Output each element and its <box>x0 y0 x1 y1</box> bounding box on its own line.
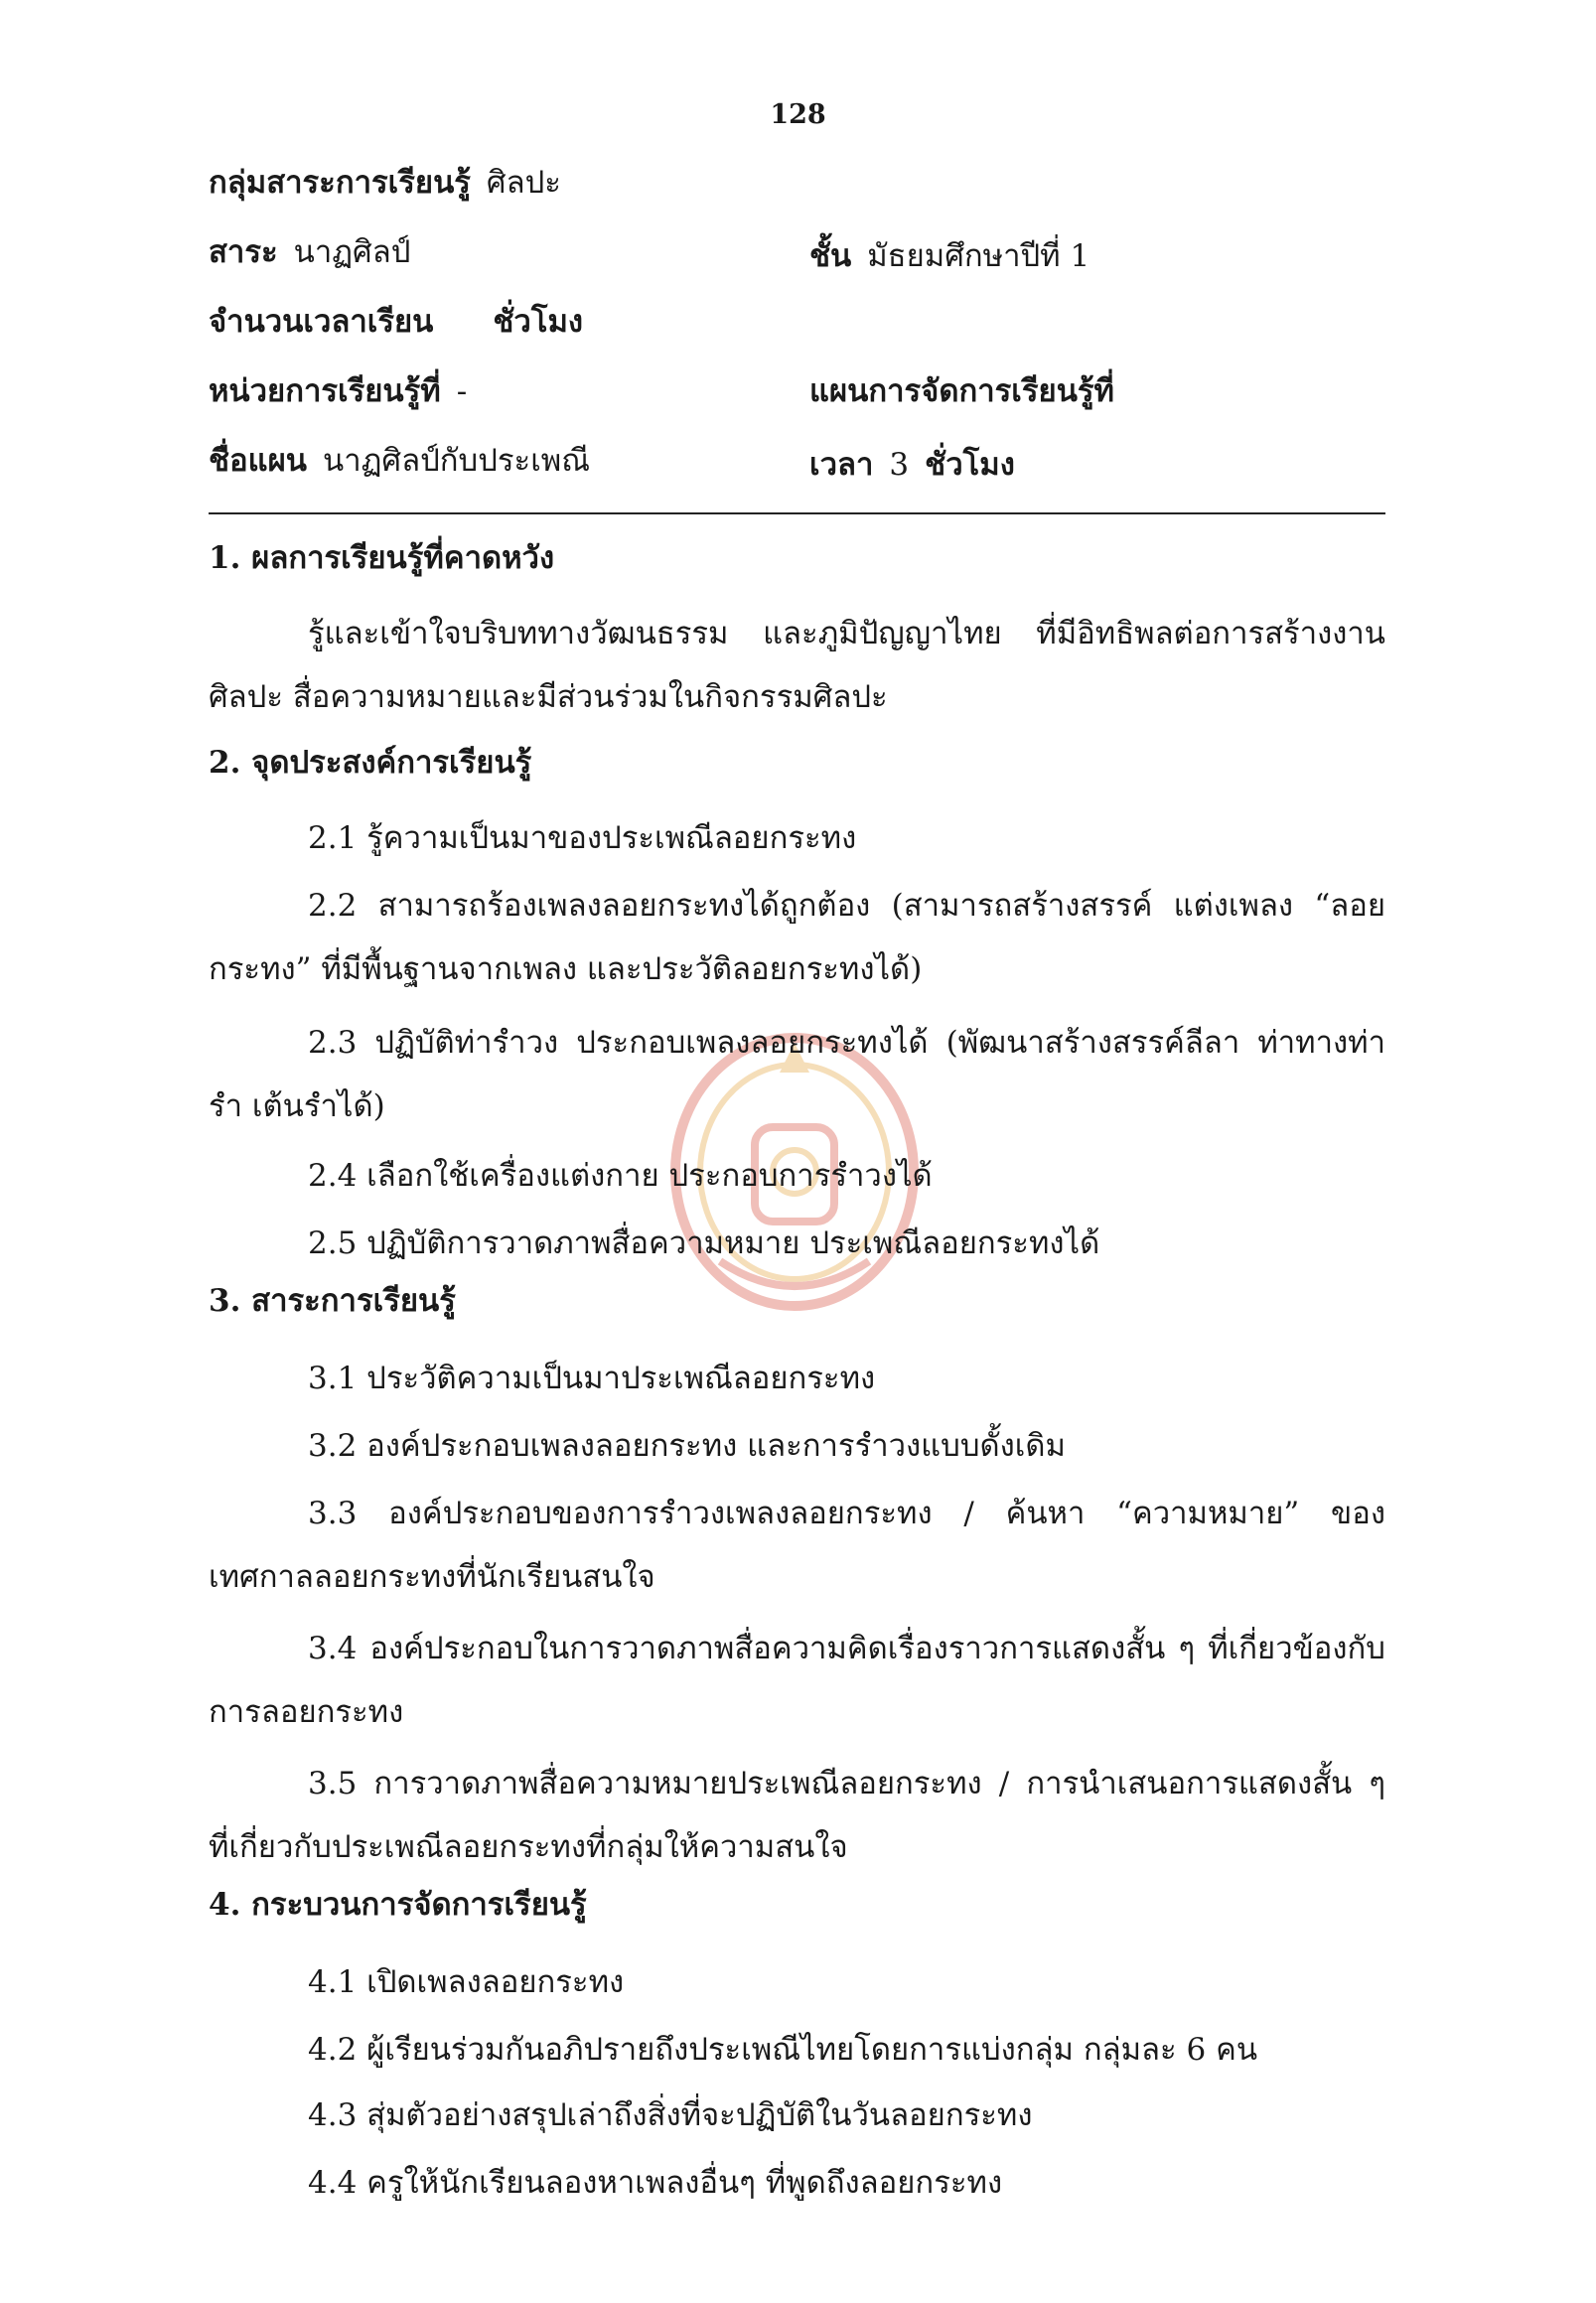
plan-name-row <box>209 443 590 480</box>
time-row <box>809 447 1015 484</box>
section-1-body: รู้และเข้าใจบริบททางวัฒนธรรม และภูมิปัญญาไทย ที่มีอิทธิพลต่อการสร้างงานศิลปะ สื่อความหมายและมีส่วนร่วมในกิจกรรมศิลปะ <box>209 616 1385 715</box>
header-divider <box>209 512 1385 514</box>
content-item: 3.4 องค์ประกอบในการวาดภาพสื่อความคิดเรื่องราวการแสดงสั้น ๆ ที่เกี่ยวข้องกับการลอยกระทง <box>209 1631 1385 1730</box>
grade-value: มัธยมศึกษาปีที่ 1 <box>867 238 1090 274</box>
unit-label: หน่วยการเรียนรู้ที่ <box>209 373 441 409</box>
time-unit: ชั่วโมง <box>925 447 1015 483</box>
grade-label: ชั้น <box>809 238 852 274</box>
strand-row <box>209 234 410 271</box>
time-label: เวลา <box>809 447 874 483</box>
strand-label: สาระ <box>209 234 278 270</box>
process-item: 4.2 ผู้เรียนร่วมกันอภิปรายถึงประเพณีไทยโดยการแบ่งกลุ่ม กลุ่มละ 6 คน <box>308 2032 1258 2068</box>
unit-row <box>209 373 467 410</box>
objective-item: 2.5 ปฏิบัติการวาดภาพสื่อความหมาย ประเพณีลอยกระทงได้ <box>308 1225 1100 1261</box>
objective-item: 2.2 สามารถร้องเพลงลอยกระทงได้ถูกต้อง (สามารถสร้างสรรค์ แต่งเพลง “ลอยกระทง” ที่มีพื้นฐานจากเพลง และประวัติลอยกระทงได้) <box>209 888 1385 987</box>
grade-row <box>809 238 1089 275</box>
section-3-title: 3. สาระการเรียนรู้ <box>209 1283 456 1319</box>
plan-name-label: ชื่อแผน <box>209 443 307 479</box>
content-item: 3.1 ประวัติความเป็นมาประเพณีลอยกระทง <box>308 1361 876 1396</box>
page-number: 128 <box>770 99 826 130</box>
plan-label: แผนการจัดการเรียนรู้ที่ <box>809 373 1114 409</box>
objective-item: 2.3 ปฏิบัติท่ารำวง ประกอบเพลงลอยกระทงได้ (พัฒนาสร้างสรรค์ลีลา ท่าทางท่ารำ เต้นรำได้) <box>209 1025 1385 1124</box>
section-1-title: 1. ผลการเรียนรู้ที่คาดหวัง <box>209 540 555 576</box>
hours-unit: ชั่วโมง <box>493 304 584 340</box>
hours-row <box>209 304 583 341</box>
subject-group-label: กลุ่มสาระการเรียนรู้ <box>209 165 471 201</box>
process-item: 4.3 สุ่มตัวอย่างสรุปเล่าถึงสิ่งที่จะปฏิบัติในวันลอยกระทง <box>308 2097 1033 2133</box>
plan-row <box>809 373 1114 410</box>
content-item: 3.3 องค์ประกอบของการรำวงเพลงลอยกระทง / ค้นหา “ความหมาย” ของ เทศกาลลอยกระทงที่นักเรียนสนใจ <box>209 1496 1385 1595</box>
strand-value: นาฏศิลป์ <box>293 234 411 270</box>
process-item: 4.1 เปิดเพลงลอยกระทง <box>308 1964 625 2000</box>
objective-item: 2.1 รู้ความเป็นมาของประเพณีลอยกระทง <box>308 820 857 856</box>
unit-value: - <box>456 373 468 409</box>
objective-item: 2.4 เลือกใช้เครื่องแต่งกาย ประกอบการรำวงได้ <box>308 1158 933 1194</box>
content-item: 3.2 องค์ประกอบเพลงลอยกระทง และการรำวงแบบดั้งเดิม <box>308 1428 1066 1464</box>
section-4-title: 4. กระบวนการจัดการเรียนรู้ <box>209 1887 587 1923</box>
subject-group-row <box>209 165 561 202</box>
hours-label: จำนวนเวลาเรียน <box>209 304 434 340</box>
subject-group-value: ศิลปะ <box>486 165 561 201</box>
section-2-title: 2. จุดประสงค์การเรียนรู้ <box>209 745 532 781</box>
time-value: 3 <box>889 447 910 483</box>
process-item: 4.4 ครูให้นักเรียนลองหาเพลงอื่นๆ ที่พูดถึงลอยกระทง <box>308 2165 1003 2201</box>
plan-name-value: นาฏศิลป์กับประเพณี <box>323 443 590 479</box>
content-item: 3.5 การวาดภาพสื่อความหมายประเพณีลอยกระทง / การนำเสนอการแสดงสั้น ๆ ที่เกี่ยวกับประเพณีลอยกระทงที่กลุ่มให้ความสนใจ <box>209 1766 1385 1865</box>
